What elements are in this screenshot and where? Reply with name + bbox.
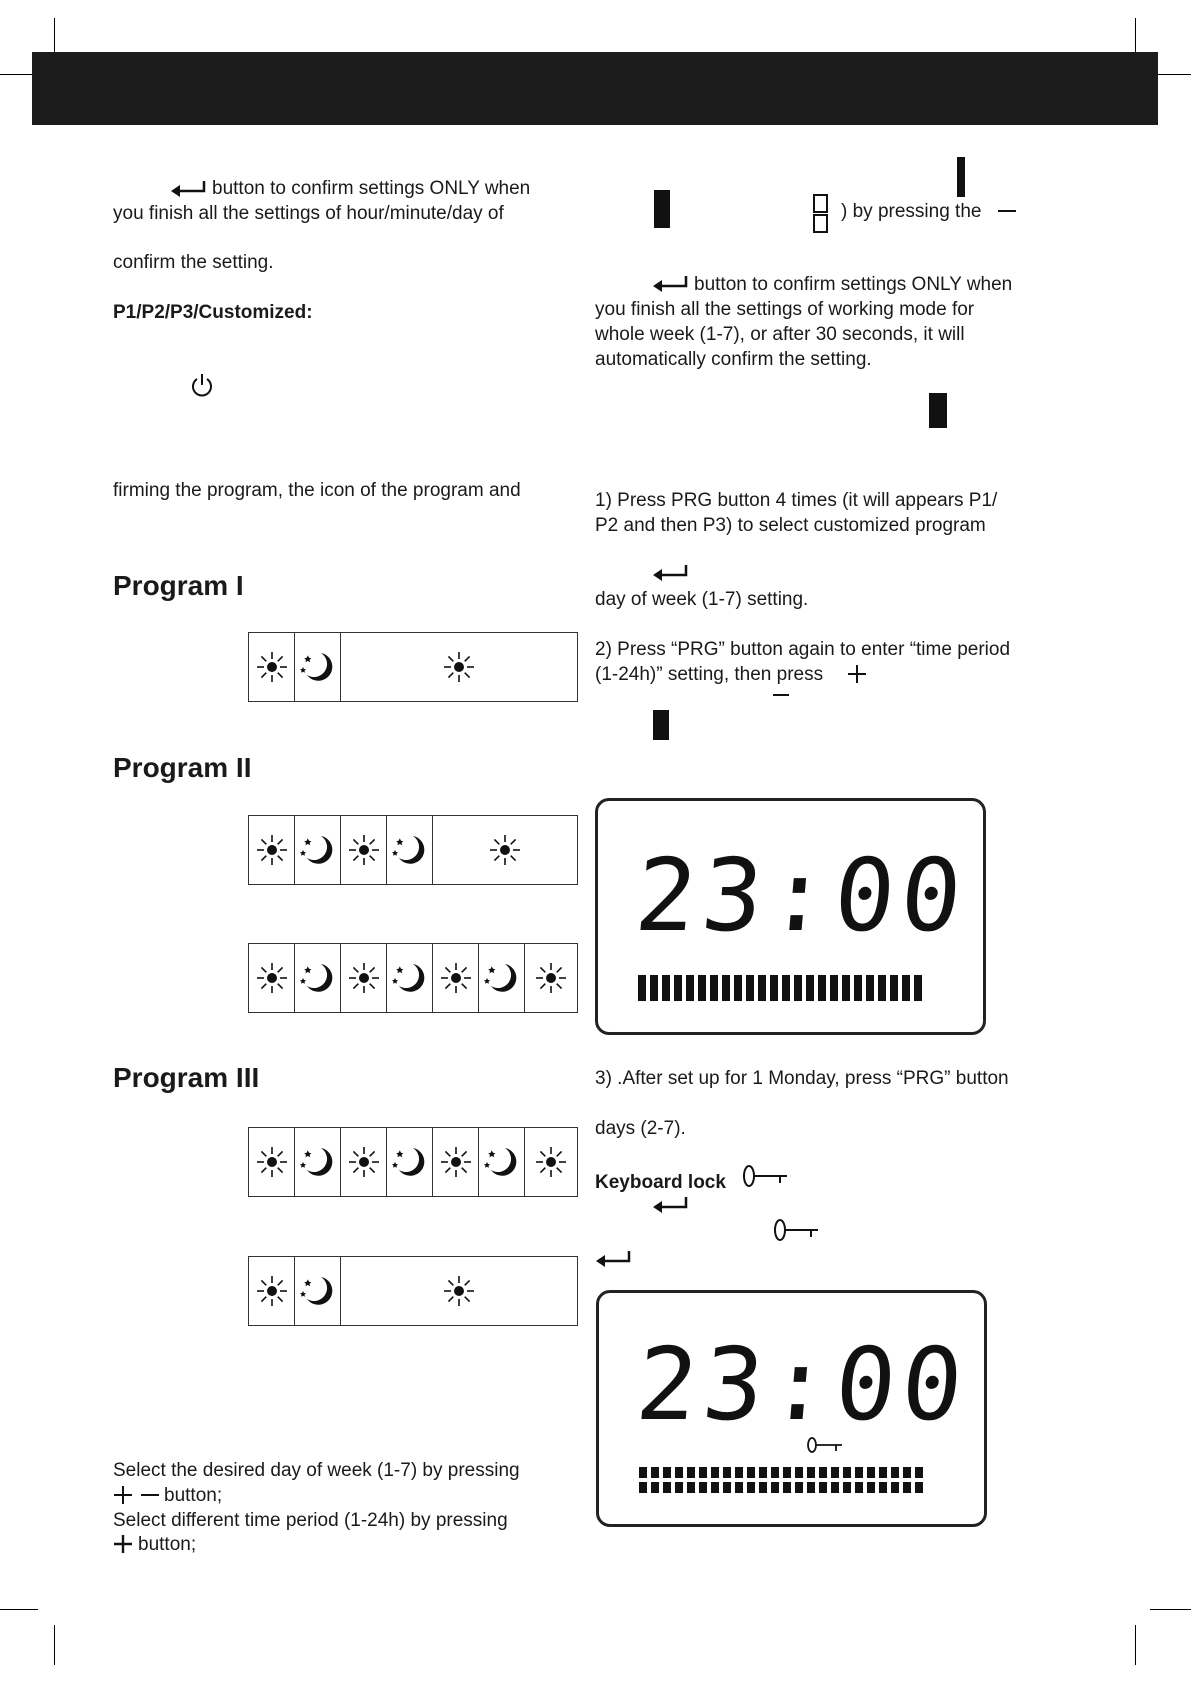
sun-icon [341, 633, 577, 701]
left-line-4: firming the program, the icon of the program and [113, 480, 521, 501]
moon-icon [387, 1128, 433, 1196]
bottom-line-3: Select different time period (1-24h) by pressing [113, 1510, 508, 1531]
power-icon [190, 373, 214, 399]
lcd-bar-segment [687, 1467, 695, 1478]
lcd-bar-segment [879, 1467, 887, 1478]
lcd-bar-segment [735, 1482, 743, 1493]
lcd-bar-segment [711, 1467, 719, 1478]
lcd-bar-segment [866, 975, 874, 1001]
lcd-hour-bars [639, 1467, 923, 1478]
sun-icon [525, 1128, 577, 1196]
lcd-bar-segment [675, 1467, 683, 1478]
lcd-bar-segment [663, 1482, 671, 1493]
sun-icon [433, 944, 479, 1012]
lcd-bar-segment [867, 1467, 875, 1478]
enter-arrow-icon [652, 275, 690, 293]
lcd-bar-segment [651, 1482, 659, 1493]
sun-icon [341, 944, 387, 1012]
enter-arrow-icon [595, 1250, 633, 1268]
keyboard-lock-label: Keyboard lock [595, 1172, 726, 1193]
lcd-bar-segment [699, 1467, 707, 1478]
lcd-bar-segment [819, 1467, 827, 1478]
step1-line-1: 1) Press PRG button 4 times (it will appears P1/ [595, 490, 998, 511]
lcd-bar-segment [650, 975, 658, 1001]
key-icon [807, 1436, 843, 1454]
bottom-line-1: Select the desired day of week (1-7) by pressing [113, 1460, 520, 1481]
lcd-bar-segment [915, 1482, 923, 1493]
lcd-bar-segment [759, 1467, 767, 1478]
sun-icon [433, 816, 577, 884]
sun-icon [341, 1257, 577, 1325]
lcd-bar-segment [842, 975, 850, 1001]
lcd-bar-segment [639, 1482, 647, 1493]
sun-icon [249, 1128, 295, 1196]
lcd-bar-segment [759, 1482, 767, 1493]
lcd-bar-segment [830, 975, 838, 1001]
lcd-bar-segment [854, 975, 862, 1001]
lcd-bar-segment [795, 1482, 803, 1493]
lcd-bar-segment [782, 975, 790, 1001]
lcd-bar-segment [806, 975, 814, 1001]
lcd-bar-segment [902, 975, 910, 1001]
moon-icon [479, 944, 525, 1012]
step2-line-1: 2) Press “PRG” button again to enter “time period [595, 639, 1011, 660]
program2-schedule-b [248, 943, 578, 1013]
lcd-bar-segment [818, 975, 826, 1001]
lcd-bar-segment [783, 1482, 791, 1493]
minus-icon [772, 690, 790, 700]
moon-icon [295, 816, 341, 884]
lcd-bar-segment [770, 975, 778, 1001]
lcd-bar-segment [891, 1482, 899, 1493]
program1-title: Program I [113, 570, 244, 601]
segment-indicator [929, 393, 947, 428]
key-icon [742, 1164, 788, 1188]
moon-icon [387, 816, 433, 884]
lcd-display-2 [596, 1290, 987, 1527]
lcd-time: 23:00 [631, 1326, 974, 1443]
plus-icon [113, 1485, 133, 1505]
lcd-bar-segment [914, 975, 922, 1001]
lcd-bar-segment [674, 975, 682, 1001]
moon-icon [295, 633, 341, 701]
lcd-bar-segment [639, 1467, 647, 1478]
lcd-bar-segment [651, 1467, 659, 1478]
lcd-bar-segment [662, 975, 670, 1001]
lcd-hour-bars [638, 975, 922, 1001]
right-line-5: automatically confirm the setting. [595, 349, 872, 370]
sun-icon [249, 944, 295, 1012]
enter-arrow-icon [652, 1196, 690, 1214]
section-title: P1/P2/P3/Customized: [113, 302, 313, 323]
lcd-bar-segment [758, 975, 766, 1001]
lcd-bar-segment [878, 975, 886, 1001]
program3-schedule-b [248, 1256, 578, 1326]
enter-arrow-icon [170, 180, 208, 198]
moon-icon [387, 944, 433, 1012]
right-line-1: ) by pressing the [841, 201, 982, 222]
lcd-bar-segment [735, 1467, 743, 1478]
minus-icon [997, 201, 1017, 221]
moon-icon [295, 1128, 341, 1196]
lcd-bar-segment [675, 1482, 683, 1493]
lcd-bar-segment [710, 975, 718, 1001]
moon-icon [479, 1128, 525, 1196]
sun-icon [525, 944, 577, 1012]
right-line-4: whole week (1-7), or after 30 seconds, it will [595, 324, 965, 345]
crop-mark [1150, 1609, 1191, 1610]
lcd-bar-segment [723, 1467, 731, 1478]
lcd-bar-segment [746, 975, 754, 1001]
minus-icon [140, 1485, 160, 1505]
program2-schedule-a [248, 815, 578, 885]
segment-indicator [957, 157, 965, 197]
plus-icon [847, 664, 867, 684]
crop-mark [54, 1625, 55, 1665]
lcd-bar-segment [915, 1467, 923, 1478]
step1-line-2: P2 and then P3) to select customized program [595, 515, 986, 536]
step3-line-2: days (2-7). [595, 1118, 686, 1139]
lcd-bar-segment [795, 1467, 803, 1478]
step3-line-1: 3) .After set up for 1 Monday, press “PRG” button [595, 1068, 1009, 1089]
lcd-bar-segment [891, 1467, 899, 1478]
lcd-bar-segment [698, 975, 706, 1001]
lcd-bar-segment [722, 975, 730, 1001]
lcd-bar-segment [794, 975, 802, 1001]
right-line-3: you finish all the settings of working mode for [595, 299, 975, 320]
segment-digit-icon [812, 193, 830, 235]
moon-icon [295, 1257, 341, 1325]
lcd-bar-segment [699, 1482, 707, 1493]
lcd-time: 23:00 [630, 837, 973, 954]
lcd-bar-segment [819, 1482, 827, 1493]
lcd-bar-segment [903, 1482, 911, 1493]
lcd-bar-segment [711, 1482, 719, 1493]
program2-title: Program II [113, 752, 252, 783]
lcd-display-1 [595, 798, 986, 1035]
crop-mark [1135, 1625, 1136, 1665]
lcd-bar-segment [771, 1482, 779, 1493]
moon-icon [295, 944, 341, 1012]
lcd-bar-segment [843, 1482, 851, 1493]
lcd-hour-bars [639, 1482, 923, 1493]
step1-line-3: day of week (1-7) setting. [595, 589, 809, 610]
lcd-bar-segment [807, 1467, 815, 1478]
header-bar [32, 52, 1158, 125]
enter-arrow-icon [652, 564, 690, 582]
lcd-bar-segment [855, 1467, 863, 1478]
lcd-bar-segment [807, 1482, 815, 1493]
left-line-3: confirm the setting. [113, 252, 274, 273]
lcd-bar-segment [723, 1482, 731, 1493]
segment-indicator [653, 710, 669, 740]
sun-icon [433, 1128, 479, 1196]
lcd-bar-segment [879, 1482, 887, 1493]
lcd-bar-segment [903, 1467, 911, 1478]
bottom-line-2: button; [164, 1485, 223, 1506]
lcd-bar-segment [783, 1467, 791, 1478]
lcd-bar-segment [638, 975, 646, 1001]
lcd-bar-segment [867, 1482, 875, 1493]
right-line-2: button to confirm settings ONLY when [694, 274, 1013, 295]
lcd-bar-segment [747, 1467, 755, 1478]
bottom-line-4: button; [138, 1534, 197, 1555]
segment-indicator [654, 190, 670, 228]
lcd-bar-segment [831, 1467, 839, 1478]
lcd-bar-segment [747, 1482, 755, 1493]
key-icon [773, 1218, 819, 1242]
sun-icon [341, 1128, 387, 1196]
sun-icon [249, 633, 295, 701]
lcd-bar-segment [686, 975, 694, 1001]
lcd-bar-segment [890, 975, 898, 1001]
program1-schedule [248, 632, 578, 702]
lcd-bar-segment [663, 1467, 671, 1478]
sun-icon [249, 816, 295, 884]
plus-icon [113, 1534, 133, 1554]
left-line-2: you finish all the settings of hour/minute/day of [113, 203, 504, 224]
sun-icon [249, 1257, 295, 1325]
step2-line-2: (1-24h)” setting, then press [595, 664, 824, 685]
lcd-bar-segment [734, 975, 742, 1001]
program3-title: Program III [113, 1062, 260, 1093]
lcd-bar-segment [831, 1482, 839, 1493]
left-line-1: button to confirm settings ONLY when [212, 178, 531, 199]
program3-schedule-a [248, 1127, 578, 1197]
sun-icon [341, 816, 387, 884]
crop-mark [0, 1609, 38, 1610]
lcd-bar-segment [771, 1467, 779, 1478]
lcd-bar-segment [855, 1482, 863, 1493]
lcd-bar-segment [687, 1482, 695, 1493]
lcd-bar-segment [843, 1467, 851, 1478]
